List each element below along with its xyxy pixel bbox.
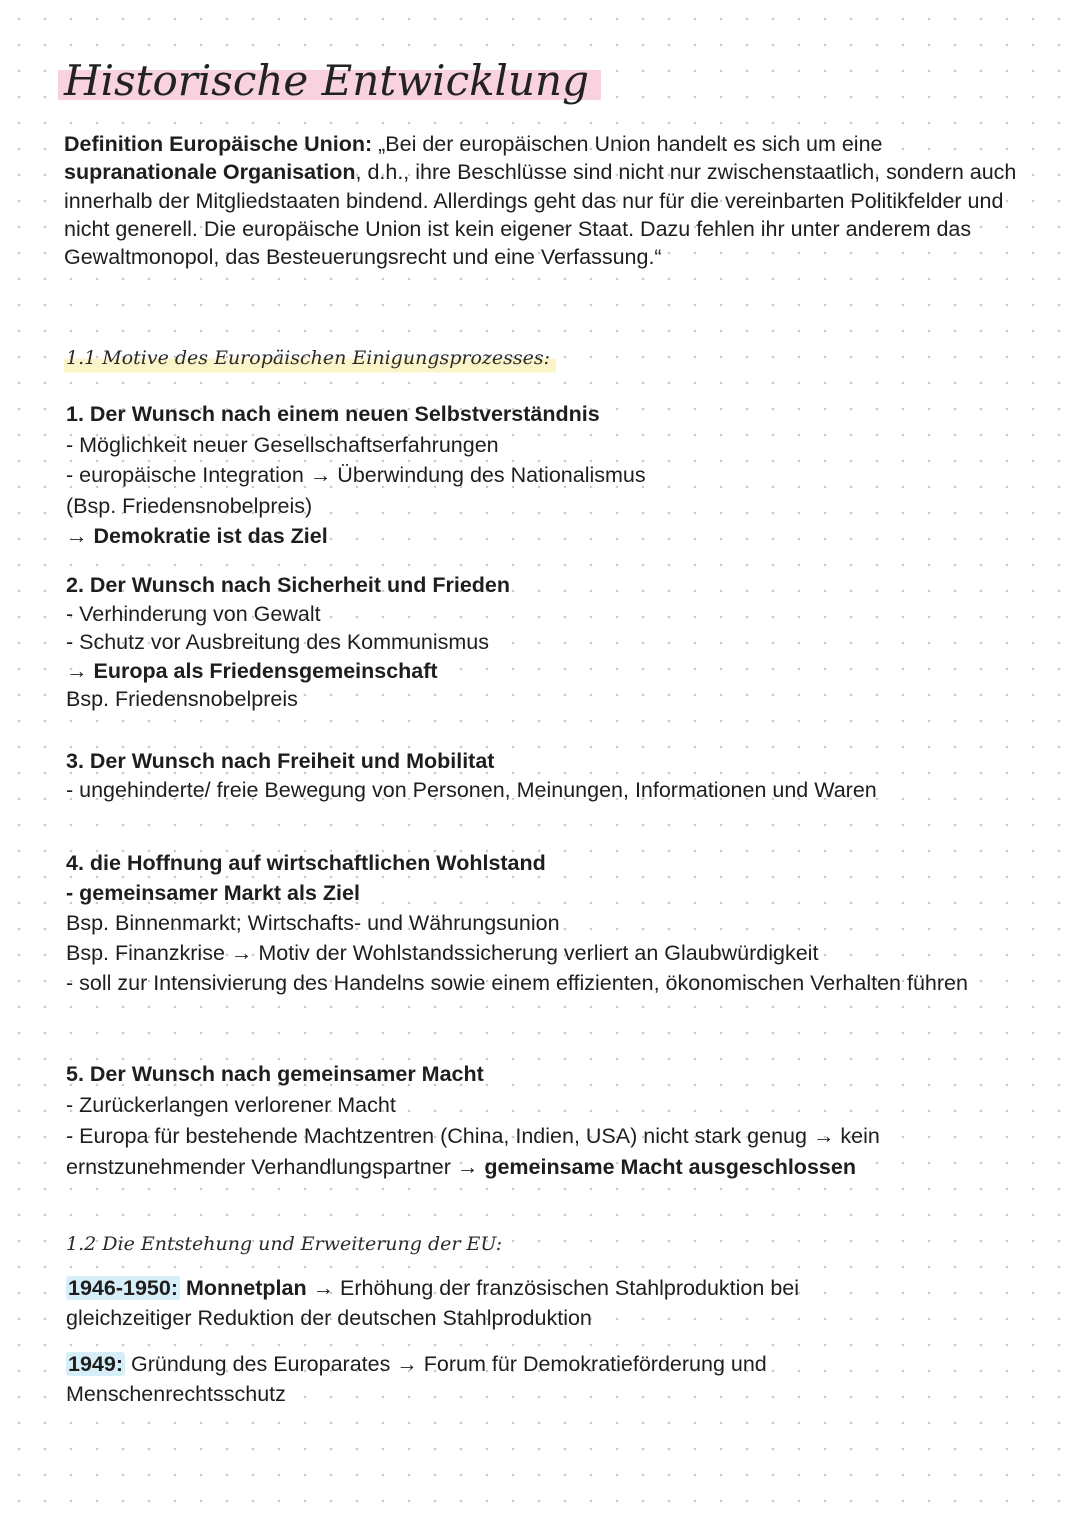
- motive-heading: 3. Der Wunsch nach Freiheit und Mobilitat: [66, 749, 495, 773]
- motive-heading: 4. die Hoffnung auf wirtschaftlichen Wohlstand: [66, 851, 546, 875]
- section-heading-history: 1.2 Die Entstehung und Erweiterung der EU:: [66, 1233, 503, 1255]
- timeline-bold-term: Monnetplan: [179, 1276, 307, 1300]
- timeline-line: [66, 1349, 1016, 1379]
- timeline-year: 1946-1950:: [68, 1276, 178, 1300]
- timeline-line: [66, 1273, 1016, 1303]
- motive-line: Bsp. Finanzkrise → Motiv der Wohlstandssicherung verliert an Glaubwürdigkeit: [66, 941, 819, 965]
- motive-conclusion: → Europa als Friedensgemeinschaft: [66, 658, 438, 683]
- motive-line: (Bsp. Friedensnobelpreis): [66, 493, 313, 518]
- motive-heading: 2. Der Wunsch nach Sicherheit und Frieden: [66, 573, 511, 597]
- motive-conclusion: → Demokratie ist das Ziel: [66, 524, 328, 548]
- motive-block-5: [66, 1059, 1016, 1183]
- motive-line: - Schutz vor Ausbreitung des Kommunismus: [66, 630, 490, 654]
- definition-bold-term: supranationale Organisation: [64, 160, 356, 185]
- definition-text-2: , d.h., ihre Beschlüsse sind nicht nur zwischenstaatlich, sondern auch innerhalb der Mitgliedstaaten bindend. Allerdings geht das nur für die vereinbarten Politikfelder und nicht generell. Die europäische Union ist kein eigener Staat. Dazu fehlen ihr unter anderem das Gewaltmonopol, das Besteuerungsrecht und eine Verfassung.“: [64, 160, 1017, 270]
- definition-label: Definition Europäische Union:: [64, 132, 373, 156]
- definition-text-1: „Bei der europäischen Union handelt es sich um eine: [372, 132, 883, 156]
- section-heading-motives: 1.1 Motive des Europäischen Einigungsprozesses:: [64, 342, 556, 374]
- motive-line: - ungehinderte/ freie Bewegung von Personen, Meinungen, Informationen und Waren: [66, 778, 877, 802]
- motive-block-2: [66, 571, 1016, 714]
- timeline-line: gleichzeitiger Reduktion der deutschen Stahlproduktion: [66, 1306, 592, 1330]
- motive-line: - Europa für bestehende Machtzentren (China, Indien, USA) nicht stark genug → kein: [66, 1124, 880, 1148]
- motive-heading: 1. Der Wunsch nach einem neuen Selbstverständnis: [66, 402, 600, 426]
- motive-line: Bsp. Friedensnobelpreis: [66, 687, 298, 711]
- motive-block-4: [66, 848, 1016, 998]
- motive-line: - Möglichkeit neuer Gesellschaftserfahrungen: [66, 432, 499, 457]
- page-title: Historische Entwicklung: [58, 56, 601, 106]
- timeline-text: → Erhöhung der französischen Stahlproduktion bei: [306, 1276, 800, 1300]
- motive-line: - gemeinsamer Markt als Ziel: [66, 881, 360, 905]
- motive-block-1: [66, 399, 1016, 552]
- motive-block-3: [66, 747, 1016, 805]
- motive-line: [66, 1152, 1016, 1183]
- definition-paragraph: [64, 130, 1024, 271]
- motive-conclusion: gemeinsame Macht ausgeschlossen: [484, 1155, 856, 1179]
- motive-text: ernstzunehmender Verhandlungspartner →: [66, 1155, 485, 1179]
- motive-line: - europäische Integration → Überwindung des Nationalismus: [66, 463, 646, 487]
- timeline-text: Gründung des Europarates → Forum für Demokratieförderung und: [125, 1352, 767, 1376]
- motive-line: - Zurückerlangen verlorener Macht: [66, 1093, 396, 1117]
- motive-line: - Verhinderung von Gewalt: [66, 601, 321, 626]
- motive-heading: 5. Der Wunsch nach gemeinsamer Macht: [66, 1062, 484, 1086]
- timeline-year: 1949:: [68, 1352, 123, 1376]
- timeline-entry-2: [66, 1349, 1016, 1409]
- timeline-entry-1: [66, 1273, 1016, 1333]
- timeline-line: Menschenrechtsschutz: [66, 1382, 286, 1406]
- motive-line: Bsp. Binnenmarkt; Wirtschafts- und Währungsunion: [66, 911, 560, 935]
- motive-line: - soll zur Intensivierung des Handelns sowie einem effizienten, ökonomischen Verhalten führen: [66, 971, 968, 995]
